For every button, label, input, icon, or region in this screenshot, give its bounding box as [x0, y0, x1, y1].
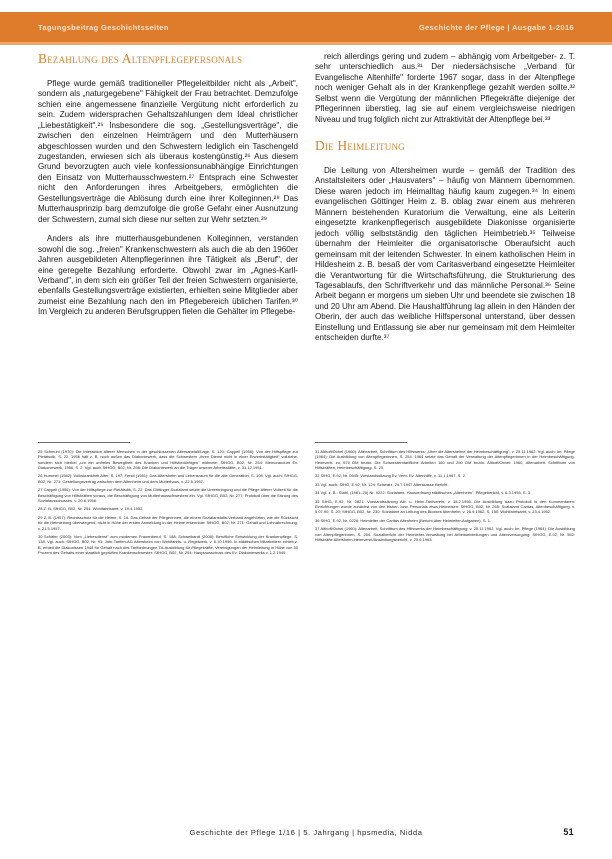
footnote-separator-left	[38, 442, 130, 443]
right-column	[315, 52, 575, 344]
section-heading-heimleitung: Die Heimleitung	[315, 138, 405, 154]
header-right-label: Geschichte der Pflege | Ausgabe 1-2016	[418, 22, 574, 32]
footnote: 29 Z. B. (1957): Rechtsschutz für die Heime, S. 16. Das Gehalt der Pflegerinnen, die einem Sozialanstalts-Verband angehörten, wie die Rücksicht für die Heimleitung überwiegend, nicht in Höhe der ersten Anmeldung in der Heime erkennbar: SfHGG, B02, Nr. 271: Gehalt und Lohnabrechnung, v. 21.5.1957.	[38, 514, 298, 531]
footnote: 32 SfHG, E.92, Nr. 0945: Vorstandssitzung Ev. Verb. Ev. Altenhilfe, v. 11.1.1967, S. 2.	[315, 473, 466, 479]
footnote: 28 Z. B. SfHGG, B02, Nr. 254: Wohlfahrtsamt, v. 19.4.1952.	[38, 506, 144, 512]
page-footer	[0, 828, 612, 842]
footer-citation: Geschichte der Pflege 1/16 | 5. Jahrgang | hpsmedia, Nidda	[189, 828, 423, 837]
footnote: 27 Cappell (1956): Von der Hilfspflege zur Pietätsdik, S. 22. Das Göttinger Sozialamt setzte die Unterbringung und die Pflege älterer Vollzeit für die Beschäftigung von Hilfskräften voraus, die Beschäftigung von Mutterhausschwestern ein. Vgl. SfHGG, B02, Nr. 277: Protokoll über die Sitzung des Sozialausschusses, v. 20.6.1956.	[38, 487, 298, 503]
paragraph: Pflege wurde gemäß traditioneller Pflegeleitbilder nicht als „Arbeit", sondern als „naturgegebene" Fähigkeit der Frau betrachtet. Demzufolge schien eine angemessene finanzielle Vergütung nicht erforderlich zu sein. Zudem widersprachen Gehaltszahlungen dem Ideal christlicher „Liebestätigkeit".²⁵ Insbesondere die sog. „Gestellungsverträge", die zwischen den einzelnen Heimträgern und den Mutterhäusern abgeschlossen wurden und den Schwestern lediglich ein Taschengeld zugestanden, erwiesen sich als überaus kostengünstig.²⁶ Aus diesem Grund bevorzugten auch viele konfessionsunabhängige Einrichtungen den Einsatz von Mutterhausschwestern.²⁷ Entsprach eine Schwester nicht den Anforderungen ihres Arbeitgebers, ermöglichten die Gestellungsverträge die Ablösung durch eine ihrer Kolleginnen.²⁸ Das Mutterhausprinzip barg demzufolge die große Gefahr einer Ausnutzung der Schwestern, zumal sich diese nur selten zur Wehr setzten.²⁹	[38, 78, 298, 224]
running-header	[0, 12, 612, 42]
footnote: 25 Schmuhl (1970): Die Interaktion älterer Menschen in der geschlossenen Altersanstalt/Lage, S. 120; Cappell (1956): Von der Hilfspflege zur Pietätsdik, S. 22. 1956 hält z. B. noch außen das Diakoniewerk, dass die Schwestern „ihren Dienst nicht in einer Erwerbstätigkeit" vollziehe, sondern sich hierbei „um ein unfreies Bewegtheit des Kranken und Hilfsbedürftigen" widmete: SfHGG, B02, Nr. 254: Memorandum Ev. Diakoniewerk, 1956, S. 2. Vgl. auch SfHGG, B02, Nr. 258: Die Diakoniewerk an die Träger unserer Arbeitsstätte, v. 31.12.1951.	[38, 449, 298, 471]
footnote: 34 Vgl. z. B.: Stahl, (1961–70) Nr. 0222: Sozialamt, Hausordnung städtisches „Altenheim", Pflegebericht, v. 6.3.1955, S. 3.	[315, 490, 532, 496]
footnotes-left	[38, 449, 298, 558]
header-rule	[0, 42, 612, 45]
footnote: 33 Vgl. auch: SfHG, E.92, Nr. 124: Schwarz, 24.7.1947 Alterskasse Bericht.	[315, 481, 449, 487]
paragraph: reich allerdings gering und zudem – abhängig vom Arbeitgeber- z. T. sehr unterschiedlich aus.³¹ Der niedersächsische „Verband für Evangelische Altenhilfe" forderte 1967 sogar, dass in der Altenpflege noch weniger Gehalt als in der Krankenpflege gezahlt werden sollte.³² Selbst wenn die Vergütung der männlichen Pflegekräfte diejenige der Pflegerinnen überstieg, lag sie auf einem vergleichsweise niedrigen Niveau und trug folglich nicht zur Attraktivität der Altenpflege bei.³³	[315, 52, 575, 124]
page-number: 51	[563, 827, 574, 837]
footnote: 35 SfHG, E.92, Nr. 0821: Vorstandssitzung Altr. u. Heim-Tarifverein, v. 18.2.1956. Die Ausbildung dazu Protokoll in den Kommentaren: Einrichtungen wurde zunächst von den bisher- bzw. Personals etwa Heimeisen: SfHGG, B02, Nr. 265: Sozialamt Caritas, Altenbeschäftigung, v. 5.07.90, S. 20; SfHGG, B02, Nr. 230: Sozialamt an Leitung des Blockes Altenheim, v. 26.9.1962, S. 150: Wohlfahrtsamt, v. 23.4.1952.	[315, 498, 575, 515]
section-heading-bezahlung: Bezahlung des Altenpflegepersonals	[38, 51, 243, 66]
paragraph: Die Leitung von Altersheimen wurde – gemäß der Tradition des Anstaltsleiters oder „Hausvaters" – häufig von Männern übernommen. Diese waren jedoch im Heimalltag häufig kaum zugegen.³⁴ In einem evangelischen Göttinger Heim z. B. oblag zwar einem aus mehreren Männern bestehenden Kuratorium die Verwaltung, eine als Leiterin eingesetzte krankenpflegerisch ausgebildete Diakonisse organisierte jedoch völlig selbstständig den täglichen Heimbetrieb.³⁵ Teilweise übernahm der Heimleiter die organisatorische Oberaufsicht auch gemeinsam mit der leitenden Schwester. In einem katholischen Heim in Hildesheim z. B. besaß der vom Caritasverband eingesetzte Heimleiter die Verantwortung für die Wirtschaftsführung, die Strukturierung des Tagesablaufs, den Schriftverkehr und das männliche Personal.³⁶ Seine Arbeit begann er morgens um sieben Uhr und beendete sie zwischen 18 und 20 Uhr am Abend. Die Haushaltführung lag allein in den Händen der Oberin, der auch das weibliche Hilfspersonal unterstand, über dessen Einstellung und Entlassung sie aber nur gemeinsam mit dem Heimleiter entscheiden durfte.³⁷	[315, 166, 575, 343]
footnote-separator-right	[315, 442, 407, 443]
footnote: 36 SfHG, E.92, Nr. 0226: Heimleiter der Caritas Altenheim (Bericht über Heimleiter-Aufgaben), S. 1.	[315, 517, 492, 523]
paragraph: Anders als ihre mutterhausgebundenen Kolleginnen, verstanden sowohl die sog. „freien" Krankenschwestern als auch die ab den 1960er Jahren ausgebildeten Altenpflegerinnen ihre Tätigkeit als „Beruf", der eine geregelte Bezahlung erforderte. Obwohl zwar im „Agnes-Karll-Verband", in dem sich ein größer Teil der freien Schwestern organisierte, ebenfalls Gestellungsverträge existierten, erhielten seine Mitglieder aber zumeist eine Bezahlung nach den im Pflegebereich üblichen Tarifen.³⁰ Im Vergleich zu anderen Berufsgruppen fielen die Gehälter im Pflegebe-	[38, 234, 298, 317]
footnote: 26 Hummel (1982): Volkskrankheit Alter, S. 197; Ferstl (1981): Das Altersheim und Lebensraum für die alte Generation, S. 108. Vgl. auch: SfHGG, B02, Nr. 271: Gestellungsvertrag zwischen dem Altenheim und dem Mutterhaus, v. 22.5.1957.	[38, 473, 298, 484]
footnotes-right	[315, 449, 575, 545]
footnote: 30 Schäfer (2003): Vom „Liebesdienst" zum modernen Frauenberuf, S. 188; Schweikardt (2008): Berufliche Entwicklung der Krankenpflege, S. 138. Vgl. auch: SfHGG, B02, Nr. 91: Jahr-Tarifen-AG Altersheim von Wohlfahrts- u. Regelwerk, v. 6.10.1956. In städtischen Mitarbeitern erhielt z. B. erhielt die Diakonissen 1948 für Gehalt nach des Tarifordnungen TA-Ausbildung für Pflegekräfte, Vereinigungen der Heimleitung in Höhe von 30 Prozent des Gehalts einer staatlich geprüften Krankenschwester: SfHGG, B02, Nr. 254: Hauptausschuss des Ev. Diakoniewerks v. 1.2.1949.	[38, 533, 298, 555]
footnote: 31 Althoff/Ochel (1960): Altenarbeit, Schrifttum des Hilfswerks; „Über die Altersheime der Heimbeschäftigung", v. 25.11.1962. Vgl. auch: Im: Pflege (1964): Die Ausbildung von Altenpflegerinnen, S. 254. 1964 setzte das Gehalt der Verwaltung der Altenpflegerinnen in der Heimbeschäftigung-Heimverb. zu, 670 DM brutto. Die Schwesterntarifliche Arbeiten 160 und 250 DM brutto: Althoff/Ochel: 1960, Altenarbeit. Schrifttum von Hilfskräften, Heimbeschäftigung, S. 23.	[315, 449, 575, 471]
footnote: 37 Althoff/Ochel (1960): Altenarbeit, Schrifttum des Hilfswerks der Heimbeschäftigung; v. 25.11.1962. Vgl. auch: Im: Pflege (1964): Die Ausbildung von Altenpflegerinnen, S. 254. Sozialbericht der Heimleiter-Verwaltung bei Arbeitseinteilungen und Altersversorgung: SfHGG, E.92, Nr. 552: Hilfskräfte Altersheim-Heimverw./Ansiedlungsbericht, v. 20.6.1963.	[315, 526, 575, 543]
header-left-label: Tagungsbeitrag Geschichtsseiten	[38, 22, 169, 32]
left-column	[38, 52, 298, 318]
